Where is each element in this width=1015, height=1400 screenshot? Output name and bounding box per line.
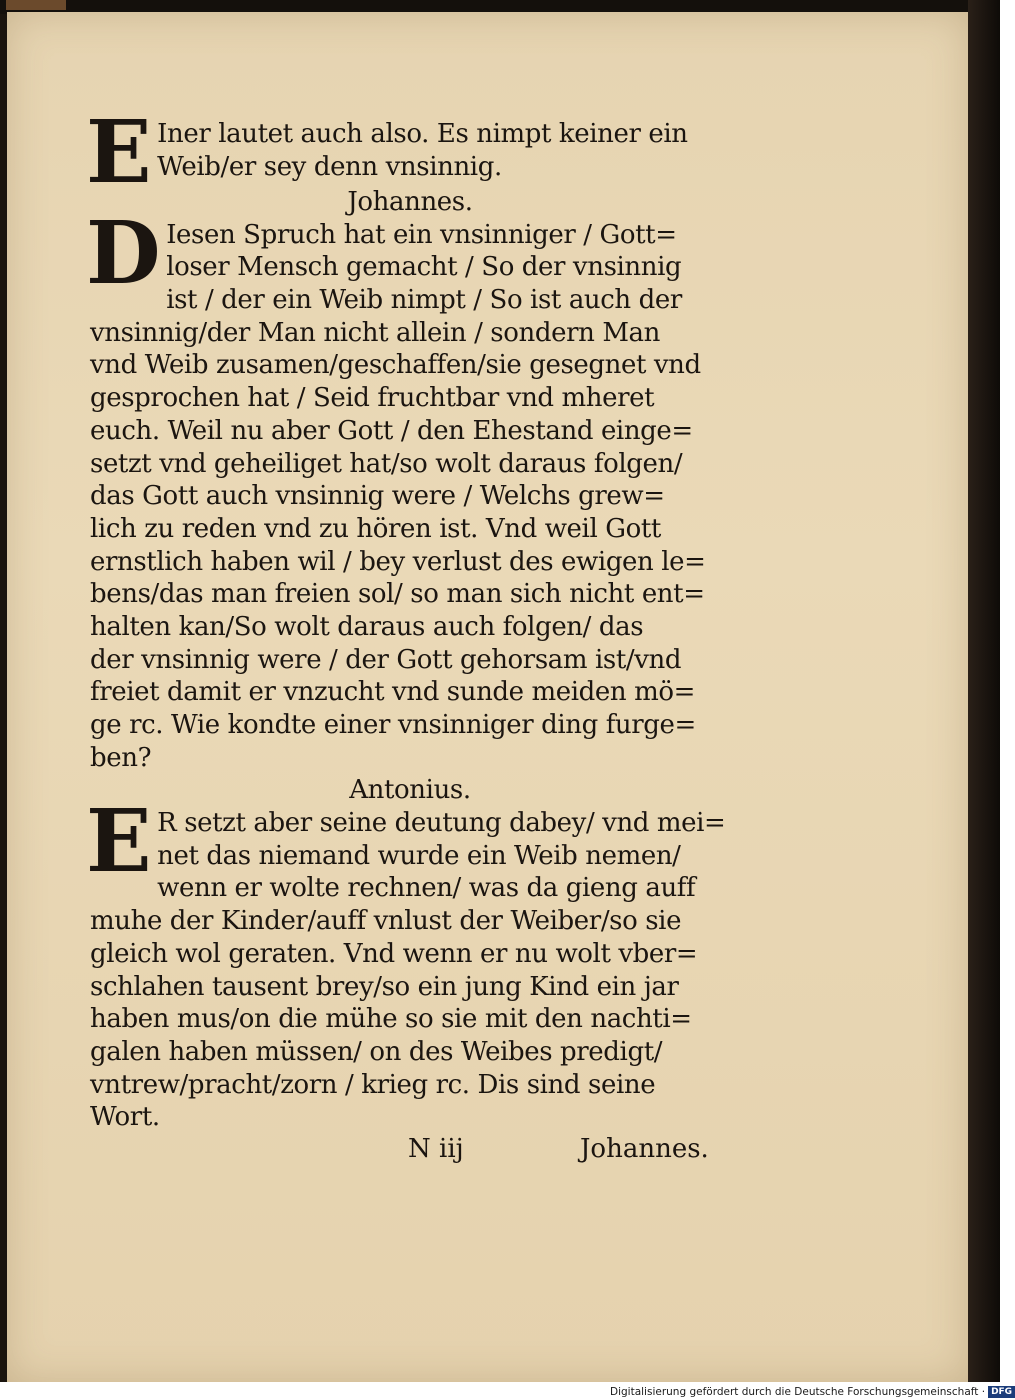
- speaker-heading: Antonius.: [349, 775, 471, 806]
- text-line: der vnsinnig were / der Gott gehorsam ist/vnd: [90, 644, 682, 675]
- page-text: [86, 102, 730, 1134]
- paragraph-3: [86, 791, 730, 1134]
- dropcap-2: D: [86, 202, 161, 304]
- text-line: vntrew/pracht/zorn / krieg rc. Dis sind seine: [90, 1069, 656, 1100]
- text-line: ist / der ein Weib nimpt / So ist auch der: [166, 285, 682, 316]
- binding-strip: [6, 0, 66, 10]
- text-line: gleich wol geraten. Vnd wenn er nu wolt vber=: [90, 938, 698, 969]
- signature-mark: N iij: [408, 1134, 464, 1164]
- text-line: Weib/er sey denn vnsinnig.: [157, 151, 502, 182]
- text-line: net das niemand wurde ein Weib nemen/: [157, 840, 681, 871]
- text-line: ge rc. Wie kondte einer vnsinniger ding furge=: [90, 710, 696, 740]
- dropcap-1: E: [86, 102, 152, 203]
- text-line: wenn er wolte rechnen/ was da gieng auff: [157, 873, 696, 904]
- text-line: haben mus/on die mühe so sie mit den nachti=: [90, 1004, 692, 1035]
- text-line: freiet damit er vnzucht vnd sunde meiden mö=: [90, 677, 696, 708]
- text-line: Iner lautet auch also. Es nimpt keiner ein: [157, 119, 688, 149]
- digitization-credit: [610, 1384, 1013, 1400]
- text-line: R setzt aber seine deutung dabey/ vnd mei=: [157, 808, 726, 839]
- text-line: halten kan/So wolt daraus auch folgen/ das: [90, 611, 644, 642]
- text-line: euch. Weil nu aber Gott / den Ehestand einge=: [90, 415, 693, 446]
- dfg-logo: DFG: [988, 1386, 1015, 1398]
- text-line: ben?: [90, 742, 152, 773]
- text-line: galen haben müssen/ on des Weibes predigt/: [90, 1036, 663, 1067]
- text-line: vnsinnig/der Man nicht allein / sondern Man: [90, 317, 660, 348]
- text-line: ernstlich haben wil / bey verlust des ewigen le=: [90, 546, 706, 577]
- text-line: setzt vnd geheiliget hat/so wolt daraus folgen/: [90, 448, 683, 479]
- text-line: gesprochen hat / Seid fruchtbar vnd mheret: [90, 383, 655, 414]
- speaker-heading: Johannes.: [347, 187, 473, 217]
- text-line: schlahen tausent brey/so ein jung Kind ein jar: [90, 971, 679, 1002]
- text-line: Iesen Spruch hat ein vnsinniger / Gott=: [166, 219, 677, 250]
- text-line: muhe der Kinder/auff vnlust der Weiber/so sie: [90, 906, 682, 937]
- text-line: Wort.: [90, 1102, 160, 1133]
- text-line: vnd Weib zusamen/geschaffen/sie gesegnet vnd: [90, 350, 701, 381]
- text-line: das Gott auch vnsinnig were / Welchs grew=: [90, 481, 665, 512]
- page-edge-shadow: [968, 0, 1000, 1382]
- dropcap-3: E: [86, 791, 152, 893]
- text-line: loser Mensch gemacht / So der vnsinnig: [166, 252, 682, 283]
- text-line: lich zu reden vnd zu hören ist. Vnd weil Gott: [90, 513, 661, 544]
- page-footer: [90, 1134, 730, 1168]
- text-line: bens/das man freien sol/ so man sich nicht ent=: [90, 579, 705, 610]
- catchword: Johannes.: [580, 1134, 709, 1164]
- credit-text: Digitalisierung gefördert durch die Deutsche Forschungsgemeinschaft ·: [610, 1386, 986, 1398]
